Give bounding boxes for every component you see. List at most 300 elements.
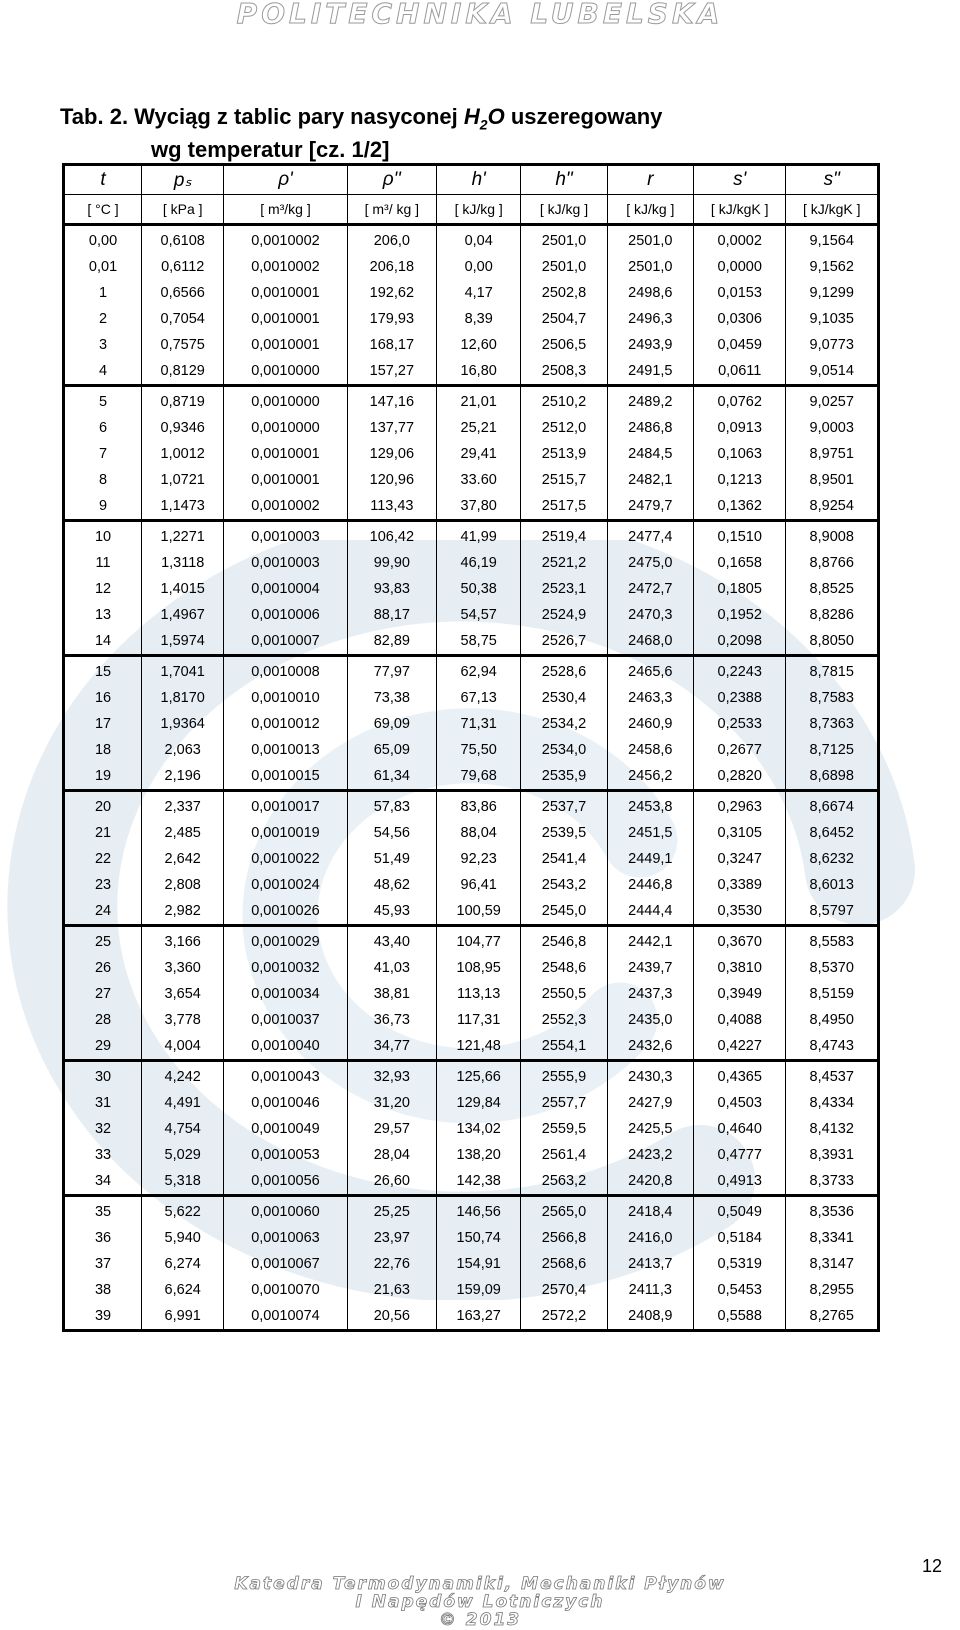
table-cell: 2,485 <box>142 820 224 846</box>
table-cell: 0,3389 <box>693 872 785 898</box>
table-cell: 0,8719 <box>142 386 224 416</box>
table-cell: 2418,4 <box>607 1196 693 1226</box>
table-cell: 43,40 <box>347 926 436 956</box>
table-row <box>64 576 879 602</box>
table-cell: 0,0010000 <box>224 358 347 386</box>
table-cell: 8,3931 <box>786 1142 879 1168</box>
table-header <box>64 165 879 225</box>
table-row <box>64 1251 879 1277</box>
table-cell: 147,16 <box>347 386 436 416</box>
table-cell: 2432,6 <box>607 1033 693 1061</box>
column-symbol: t <box>64 165 142 195</box>
table-cell: 27 <box>64 981 142 1007</box>
table-cell: 2437,3 <box>607 981 693 1007</box>
table-cell: 99,90 <box>347 550 436 576</box>
table-cell: 83,86 <box>437 791 521 821</box>
table-cell: 0,0010017 <box>224 791 347 821</box>
table-cell: 1,0721 <box>142 467 224 493</box>
table-cell: 2460,9 <box>607 711 693 737</box>
table-cell: 1,1473 <box>142 493 224 521</box>
table-cell: 23,97 <box>347 1225 436 1251</box>
table-cell: 1,4015 <box>142 576 224 602</box>
table-cell: 113,13 <box>437 981 521 1007</box>
column-unit: [ °C ] <box>64 195 142 225</box>
table-cell: 2444,4 <box>607 898 693 926</box>
table-cell: 0,1213 <box>693 467 785 493</box>
row-group <box>64 386 879 521</box>
table-cell: 26,60 <box>347 1168 436 1196</box>
table-cell: 9,1299 <box>786 280 879 306</box>
table-cell: 2420,8 <box>607 1168 693 1196</box>
table-cell: 0,0010010 <box>224 685 347 711</box>
table-cell: 2530,4 <box>521 685 607 711</box>
column-symbol: s" <box>786 165 879 195</box>
table-cell: 8,4537 <box>786 1061 879 1091</box>
table-cell: 0,0010012 <box>224 711 347 737</box>
column-unit: [ m³/ kg ] <box>347 195 436 225</box>
table-cell: 48,62 <box>347 872 436 898</box>
table-cell: 8,3341 <box>786 1225 879 1251</box>
table-cell: 2442,1 <box>607 926 693 956</box>
table-cell: 157,27 <box>347 358 436 386</box>
column-symbol: ρ'' <box>347 165 436 195</box>
table-cell: 121,48 <box>437 1033 521 1061</box>
table-cell: 5,622 <box>142 1196 224 1226</box>
table-cell: 2546,8 <box>521 926 607 956</box>
table-cell: 37,80 <box>437 493 521 521</box>
table-cell: 12,60 <box>437 332 521 358</box>
table-cell: 5,940 <box>142 1225 224 1251</box>
table-cell: 2554,1 <box>521 1033 607 1061</box>
table-cell: 0,0459 <box>693 332 785 358</box>
table-cell: 2513,9 <box>521 441 607 467</box>
table-cell: 146,56 <box>437 1196 521 1226</box>
table-cell: 2526,7 <box>521 628 607 656</box>
column-symbol: ρ' <box>224 165 347 195</box>
table-cell: 2,063 <box>142 737 224 763</box>
table-cell: 0,5184 <box>693 1225 785 1251</box>
saturated-steam-table <box>62 163 880 1332</box>
table-cell: 39 <box>64 1303 142 1331</box>
table-cell: 2501,0 <box>607 225 693 255</box>
table-cell: 2501,0 <box>521 225 607 255</box>
table-cell: 2435,0 <box>607 1007 693 1033</box>
table-cell: 0,0010003 <box>224 521 347 551</box>
table-cell: 0,0010074 <box>224 1303 347 1331</box>
table-cell: 0,0611 <box>693 358 785 386</box>
table-cell: 0,0010067 <box>224 1251 347 1277</box>
table-cell: 192,62 <box>347 280 436 306</box>
table-row <box>64 386 879 416</box>
table-row <box>64 521 879 551</box>
table-cell: 0,6566 <box>142 280 224 306</box>
table-cell: 2449,1 <box>607 846 693 872</box>
table-cell: 22,76 <box>347 1251 436 1277</box>
table-cell: 2451,5 <box>607 820 693 846</box>
table-cell: 0,0010043 <box>224 1061 347 1091</box>
table-cell: 2446,8 <box>607 872 693 898</box>
table-cell: 2458,6 <box>607 737 693 763</box>
table-cell: 0,0010001 <box>224 306 347 332</box>
table-row <box>64 1033 879 1061</box>
table-cell: 82,89 <box>347 628 436 656</box>
table-cell: 2545,0 <box>521 898 607 926</box>
table-row <box>64 550 879 576</box>
table-cell: 35 <box>64 1196 142 1226</box>
table-cell: 2465,6 <box>607 656 693 686</box>
table-cell: 8,7125 <box>786 737 879 763</box>
table-cell: 2552,3 <box>521 1007 607 1033</box>
table-cell: 0,0010053 <box>224 1142 347 1168</box>
column-unit: [ m³/kg ] <box>224 195 347 225</box>
table-cell: 0,0010029 <box>224 926 347 956</box>
table-cell: 28 <box>64 1007 142 1033</box>
table-cell: 37 <box>64 1251 142 1277</box>
table-cell: 2486,8 <box>607 415 693 441</box>
caption-suffix: uszeregowany <box>504 104 663 129</box>
table-cell: 8 <box>64 467 142 493</box>
table-cell: 0,3949 <box>693 981 785 1007</box>
table-cell: 4,491 <box>142 1090 224 1116</box>
table-row <box>64 493 879 521</box>
table-cell: 8,6674 <box>786 791 879 821</box>
table-cell: 19 <box>64 763 142 791</box>
table-cell: 25,25 <box>347 1196 436 1226</box>
table-cell: 137,77 <box>347 415 436 441</box>
table-row <box>64 628 879 656</box>
table-cell: 2557,7 <box>521 1090 607 1116</box>
table-cell: 4 <box>64 358 142 386</box>
table-cell: 0,04 <box>437 225 521 255</box>
table-cell: 0,0010070 <box>224 1277 347 1303</box>
table-row <box>64 467 879 493</box>
table-cell: 8,4950 <box>786 1007 879 1033</box>
symbol-row <box>64 165 879 195</box>
table-cell: 3,778 <box>142 1007 224 1033</box>
table-cell: 2561,4 <box>521 1142 607 1168</box>
caption-formula: $H_2O$ <box>463 104 505 133</box>
table-cell: 120,96 <box>347 467 436 493</box>
table-cell: 0,0000 <box>693 254 785 280</box>
table-cell: 0,2963 <box>693 791 785 821</box>
table-cell: 8,9008 <box>786 521 879 551</box>
table-cell: 21,01 <box>437 386 521 416</box>
table-cell: 0,5588 <box>693 1303 785 1331</box>
table-row <box>64 280 879 306</box>
table-cell: 33 <box>64 1142 142 1168</box>
table-cell: 9,1564 <box>786 225 879 255</box>
table-cell: 2468,0 <box>607 628 693 656</box>
table-row <box>64 1090 879 1116</box>
table-row <box>64 358 879 386</box>
table-cell: 2491,5 <box>607 358 693 386</box>
footer <box>0 1575 960 1629</box>
table-cell: 1,2271 <box>142 521 224 551</box>
table-cell: 0,8129 <box>142 358 224 386</box>
table-cell: 8,5583 <box>786 926 879 956</box>
table-cell: 206,0 <box>347 225 436 255</box>
table-cell: 2456,2 <box>607 763 693 791</box>
table-cell: 1,8170 <box>142 685 224 711</box>
table-row <box>64 737 879 763</box>
table-row <box>64 441 879 467</box>
table-cell: 6 <box>64 415 142 441</box>
table-cell: 2408,9 <box>607 1303 693 1331</box>
table-cell: 2416,0 <box>607 1225 693 1251</box>
table-cell: 2559,5 <box>521 1116 607 1142</box>
table-cell: 8,39 <box>437 306 521 332</box>
table-cell: 0,5049 <box>693 1196 785 1226</box>
table-cell: 8,8766 <box>786 550 879 576</box>
table-cell: 117,31 <box>437 1007 521 1033</box>
table-cell: 159,09 <box>437 1277 521 1303</box>
table-cell: 8,4132 <box>786 1116 879 1142</box>
table-cell: 0,4227 <box>693 1033 785 1061</box>
table-cell: 2504,7 <box>521 306 607 332</box>
footer-line1: Katedra Termodynamiki, Mechaniki Płynów <box>234 1574 726 1594</box>
table-cell: 57,83 <box>347 791 436 821</box>
table-cell: 2528,6 <box>521 656 607 686</box>
table-cell: 8,9254 <box>786 493 879 521</box>
table-cell: 2484,5 <box>607 441 693 467</box>
column-unit: [ kJ/kg ] <box>607 195 693 225</box>
table-cell: 0,0010001 <box>224 332 347 358</box>
table-cell: 0,7054 <box>142 306 224 332</box>
table-cell: 2521,2 <box>521 550 607 576</box>
table-cell: 1,0012 <box>142 441 224 467</box>
table-cell: 2537,7 <box>521 791 607 821</box>
table-cell: 9,1562 <box>786 254 879 280</box>
column-symbol: h" <box>521 165 607 195</box>
unit-row <box>64 195 879 225</box>
table-cell: 36,73 <box>347 1007 436 1033</box>
table-cell: 2539,5 <box>521 820 607 846</box>
table-cell: 0,0002 <box>693 225 785 255</box>
table-cell: 54,56 <box>347 820 436 846</box>
table-cell: 2,337 <box>142 791 224 821</box>
table-cell: 8,2765 <box>786 1303 879 1331</box>
table-cell: 0,0010032 <box>224 955 347 981</box>
table-cell: 79,68 <box>437 763 521 791</box>
table-cell: 1,4967 <box>142 602 224 628</box>
table-cell: 0,0762 <box>693 386 785 416</box>
table-row <box>64 254 879 280</box>
footer-line3: © 2013 <box>438 1610 522 1630</box>
column-unit: [ kJ/kg ] <box>437 195 521 225</box>
steam-table-container <box>62 163 880 1332</box>
table-cell: 96,41 <box>437 872 521 898</box>
table-cell: 0,4365 <box>693 1061 785 1091</box>
table-cell: 0,3670 <box>693 926 785 956</box>
table-cell: 2479,7 <box>607 493 693 521</box>
table-cell: 0,3530 <box>693 898 785 926</box>
table-cell: 8,5370 <box>786 955 879 981</box>
row-group <box>64 1061 879 1196</box>
table-cell: 0,1510 <box>693 521 785 551</box>
table-row <box>64 306 879 332</box>
table-cell: 2515,7 <box>521 467 607 493</box>
table-cell: 0,9346 <box>142 415 224 441</box>
table-cell: 2534,2 <box>521 711 607 737</box>
table-cell: 5 <box>64 386 142 416</box>
table-cell: 2570,4 <box>521 1277 607 1303</box>
table-cell: 8,7583 <box>786 685 879 711</box>
table-cell: 71,31 <box>437 711 521 737</box>
table-cell: 23 <box>64 872 142 898</box>
table-cell: 24 <box>64 898 142 926</box>
table-cell: 2568,6 <box>521 1251 607 1277</box>
table-cell: 2463,3 <box>607 685 693 711</box>
table-cell: 54,57 <box>437 602 521 628</box>
table-cell: 34 <box>64 1168 142 1196</box>
table-cell: 0,0010013 <box>224 737 347 763</box>
table-row <box>64 415 879 441</box>
table-cell: 45,93 <box>347 898 436 926</box>
table-cell: 8,8286 <box>786 602 879 628</box>
table-cell: 20,56 <box>347 1303 436 1331</box>
table-cell: 25 <box>64 926 142 956</box>
column-unit: [ kJ/kgK ] <box>693 195 785 225</box>
table-row <box>64 898 879 926</box>
table-cell: 2555,9 <box>521 1061 607 1091</box>
table-cell: 67,13 <box>437 685 521 711</box>
table-cell: 26 <box>64 955 142 981</box>
table-cell: 17 <box>64 711 142 737</box>
table-row <box>64 1168 879 1196</box>
table-cell: 2,982 <box>142 898 224 926</box>
table-cell: 0,4777 <box>693 1142 785 1168</box>
table-cell: 41,03 <box>347 955 436 981</box>
table-cell: 2413,7 <box>607 1251 693 1277</box>
table-row <box>64 1061 879 1091</box>
university-header: POLITECHNIKA LUBELSKA <box>236 0 724 30</box>
table-cell: 9,1035 <box>786 306 879 332</box>
table-cell: 125,66 <box>437 1061 521 1091</box>
column-symbol: pₛ <box>142 165 224 195</box>
table-cell: 0,0010063 <box>224 1225 347 1251</box>
table-cell: 2534,0 <box>521 737 607 763</box>
table-cell: 0,0306 <box>693 306 785 332</box>
table-cell: 2563,2 <box>521 1168 607 1196</box>
table-row <box>64 981 879 1007</box>
table-cell: 2566,8 <box>521 1225 607 1251</box>
footer-line2: I Napędów Lotniczych <box>355 1592 605 1612</box>
table-cell: 2506,5 <box>521 332 607 358</box>
table-row <box>64 711 879 737</box>
table-cell: 4,242 <box>142 1061 224 1091</box>
table-cell: 30 <box>64 1061 142 1091</box>
table-cell: 2 <box>64 306 142 332</box>
table-cell: 1,7041 <box>142 656 224 686</box>
table-cell: 8,4743 <box>786 1033 879 1061</box>
table-cell: 0,0010002 <box>224 254 347 280</box>
table-row <box>64 685 879 711</box>
table-cell: 0,0010019 <box>224 820 347 846</box>
table-cell: 29,57 <box>347 1116 436 1142</box>
table-cell: 2512,0 <box>521 415 607 441</box>
table-cell: 0,0010037 <box>224 1007 347 1033</box>
table-cell: 32 <box>64 1116 142 1142</box>
table-cell: 0,3810 <box>693 955 785 981</box>
table-cell: 25,21 <box>437 415 521 441</box>
table-cell: 0,6108 <box>142 225 224 255</box>
table-cell: 0,1658 <box>693 550 785 576</box>
table-cell: 108,95 <box>437 955 521 981</box>
table-cell: 2,642 <box>142 846 224 872</box>
table-cell: 0,0010060 <box>224 1196 347 1226</box>
table-cell: 18 <box>64 737 142 763</box>
table-cell: 58,75 <box>437 628 521 656</box>
table-cell: 5,318 <box>142 1168 224 1196</box>
table-cell: 0,0010046 <box>224 1090 347 1116</box>
table-cell: 69,09 <box>347 711 436 737</box>
table-cell: 0,0010049 <box>224 1116 347 1142</box>
table-caption <box>60 104 880 163</box>
table-cell: 6,274 <box>142 1251 224 1277</box>
table-cell: 38,81 <box>347 981 436 1007</box>
table-cell: 0,0913 <box>693 415 785 441</box>
table-cell: 2427,9 <box>607 1090 693 1116</box>
table-cell: 14 <box>64 628 142 656</box>
table-cell: 8,6232 <box>786 846 879 872</box>
table-cell: 163,27 <box>437 1303 521 1331</box>
table-cell: 8,4334 <box>786 1090 879 1116</box>
table-cell: 1,9364 <box>142 711 224 737</box>
table-cell: 3 <box>64 332 142 358</box>
table-cell: 1,5974 <box>142 628 224 656</box>
table-cell: 8,3147 <box>786 1251 879 1277</box>
table-cell: 2548,6 <box>521 955 607 981</box>
table-cell: 0,2533 <box>693 711 785 737</box>
table-cell: 3,360 <box>142 955 224 981</box>
table-row <box>64 820 879 846</box>
table-cell: 0,0153 <box>693 280 785 306</box>
table-cell: 150,74 <box>437 1225 521 1251</box>
table-cell: 0,0010000 <box>224 415 347 441</box>
table-cell: 5,029 <box>142 1142 224 1168</box>
table-row <box>64 872 879 898</box>
table-cell: 0,0010001 <box>224 441 347 467</box>
table-cell: 6,991 <box>142 1303 224 1331</box>
column-unit: [ kJ/kg ] <box>521 195 607 225</box>
table-row <box>64 1196 879 1226</box>
table-cell: 8,5797 <box>786 898 879 926</box>
table-cell: 2535,9 <box>521 763 607 791</box>
table-cell: 2,808 <box>142 872 224 898</box>
table-cell: 20 <box>64 791 142 821</box>
table-cell: 0,0010002 <box>224 493 347 521</box>
table-cell: 2482,1 <box>607 467 693 493</box>
table-cell: 93,83 <box>347 576 436 602</box>
table-cell: 0,5453 <box>693 1277 785 1303</box>
table-cell: 46,19 <box>437 550 521 576</box>
table-cell: 0,1952 <box>693 602 785 628</box>
table-cell: 8,8050 <box>786 628 879 656</box>
table-cell: 29 <box>64 1033 142 1061</box>
table-row <box>64 656 879 686</box>
table-cell: 0,1362 <box>693 493 785 521</box>
table-cell: 31 <box>64 1090 142 1116</box>
table-cell: 0,00 <box>64 225 142 255</box>
table-cell: 0,0010006 <box>224 602 347 628</box>
table-row <box>64 1277 879 1303</box>
table-cell: 134,02 <box>437 1116 521 1142</box>
table-cell: 8,6898 <box>786 763 879 791</box>
table-cell: 9,0514 <box>786 358 879 386</box>
table-cell: 0,2820 <box>693 763 785 791</box>
table-cell: 129,06 <box>347 441 436 467</box>
table-cell: 9 <box>64 493 142 521</box>
